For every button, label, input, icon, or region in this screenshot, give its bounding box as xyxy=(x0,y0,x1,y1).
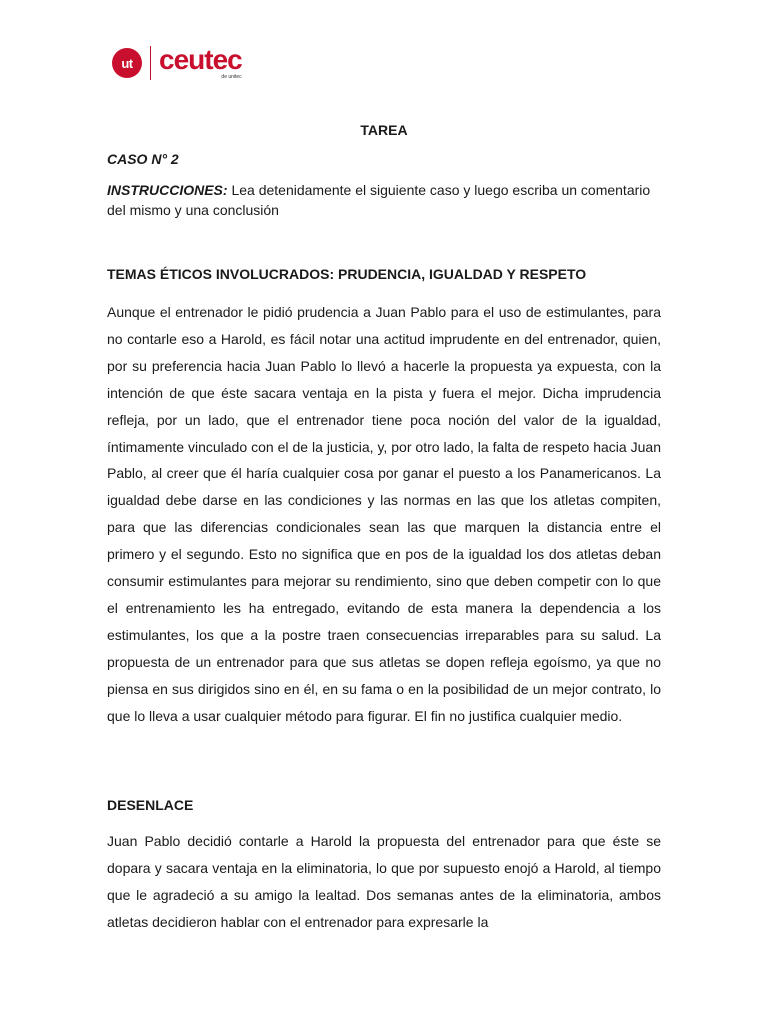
logo-text xyxy=(159,46,242,80)
instructions xyxy=(107,180,662,220)
section-paragraph-ethical-themes: Aunque el entrenador le pidió prudencia a Juan Pablo para el uso de estimulantes, para no contarle eso a Harold, es fácil notar una actitud imprudente en del entrenador, quien, por su preferencia hacia Juan Pablo lo llevó a hacerle la propuesta ya expuesta, con la intención de que éste sacara ventaja en la pista y fuera el mejor. Dicha imprudencia refleja, por un lado, que el entrenador tiene poca noción del valor de la igualdad, íntimamente vinculado con el de la justicia, y, por otro lado, la falta de respeto hacia Juan Pablo, al creer que él haría cualquier cosa por ganar el puesto a los Panamericanos. La igualdad debe darse en las condiciones y las normas en las que los atletas compiten, para que las diferencias condicionales sean las que marquen la distancia entre el primero y el segundo. Esto no significa que en pos de la igualdad los dos atletas deban consumir estimulantes para mejorar su rendimiento, sino que deben competir con lo que el entrenamiento les ha entregado, evitando de esta manera la dependencia a los estimulantes, los que a la postre traen consecuencias irreparables para su salud. La propuesta de un entrenador para que sus atletas se dopen refleja egoísmo, ya que no piensa en sus dirigidos sino en él, en su fama o en la posibilidad de un mejor contrato, lo que lo lleva a usar cualquier método para figurar. El fin no justifica cualquier medio. xyxy=(107,304,661,724)
logo-subtitle: de unitec xyxy=(221,74,242,80)
instructions-label: INSTRUCCIONES: xyxy=(107,182,228,198)
section-paragraph-outcome: Juan Pablo decidió contarle a Harold la propuesta del entrenador para que éste se dopara y sacara ventaja en la eliminatoria, lo que por supuesto enojó a Harold, al tiempo que le agradeció a su amigo la lealtad. Dos semanas antes de la eliminatoria, ambos atletas decidieron hablar con el entrenador para expresarle la xyxy=(107,833,661,930)
section-heading-ethical-themes: TEMAS ÉTICOS INVOLUCRADOS: PRUDENCIA, IGUALDAD Y RESPETO xyxy=(107,266,587,282)
logo-wordmark: ceutec xyxy=(159,44,242,75)
logo-divider xyxy=(150,46,151,80)
instructions-text: Lea detenidamente el siguiente caso y luego escriba un comentario del mismo y una conclusión xyxy=(107,182,651,218)
logo-mark-icon: ut xyxy=(112,48,142,78)
document-title: TAREA xyxy=(360,122,408,138)
case-number: CASO N° 2 xyxy=(107,151,179,167)
section-heading-outcome: DESENLACE xyxy=(107,797,194,813)
ceutec-logo xyxy=(112,46,242,80)
